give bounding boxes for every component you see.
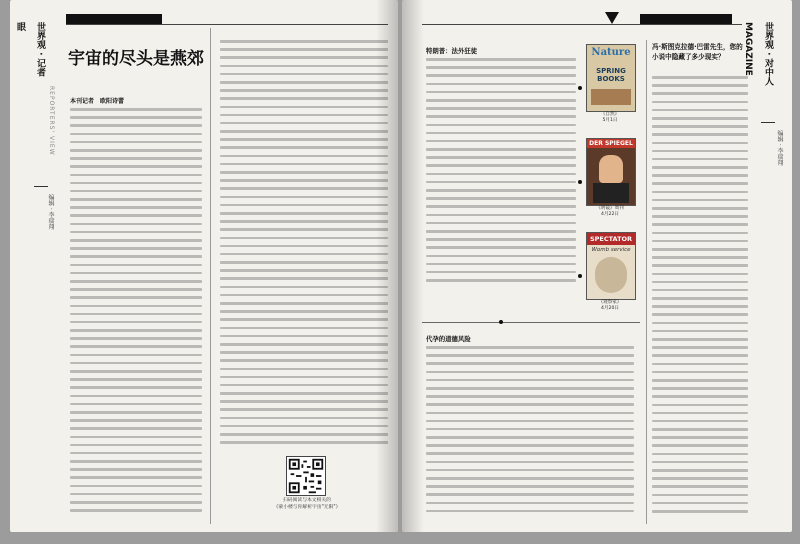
bullet-dot [578,180,582,184]
side-subtitle: REPORTERS' VIEW [48,86,55,156]
side-tab-right: 世界观 · 对中人 MAGAZINE [743,22,773,86]
side-divider [761,122,775,123]
column-divider [210,28,211,524]
top-rule [66,24,388,25]
left-page [10,0,398,532]
top-bar-decoration [640,14,732,24]
triangle-marker-icon [605,12,619,24]
bullet-dot [578,274,582,278]
byline: 本刊记者 欧阳诗蕾 [70,98,125,105]
side-tab-left: 世界观 · 记者眼 [15,22,45,77]
body-text-upper-left [426,58,576,288]
cover-caption: 《明镜》周刊 4月22日 [596,206,624,217]
side-divider [34,186,48,187]
article-title-right: 冯·斯图克拉德·巴雷先生，您的小说中隐藏了多少现实？ [652,43,743,61]
cover-caption: 《自然》 5月1日 [600,112,620,123]
gutter-shadow [376,0,398,532]
qr-caption: 扫码阅读与本文相关的 《蒙小楼与你解析宇宙"无限"》 [273,498,341,510]
qr-code[interactable] [286,456,326,496]
body-text-column-2 [220,40,388,450]
right-page [402,0,792,532]
top-bar-decoration [66,14,162,24]
cover-spectator[interactable]: SPECTATOR Womb service [586,232,636,300]
cover-caption: 《观察家》 4月20日 [598,300,622,311]
body-text-right-column [652,76,748,522]
column-divider [646,40,647,524]
side-author: 编辑 · 李瑞翔 [776,130,783,166]
bullet-dot [499,320,503,324]
cover-nature[interactable]: Nature SPRING BOOKS [586,44,636,112]
body-text-lower-left [426,346,634,522]
page-title: 宇宙的尽头是燕郊 [68,49,204,69]
bullet-dot [578,86,582,90]
gutter-shadow [402,0,424,532]
body-text-column-1 [70,108,202,524]
section-title-left: 特朗普：法外狂徒 [426,47,478,55]
side-author: 编辑 · 李瑞翔 [47,194,54,230]
top-rule [422,24,742,25]
section-divider [422,322,640,323]
cover-spiegel[interactable]: DER SPIEGEL [586,138,636,206]
section-title-lower: 代孕的道德风险 [426,335,471,343]
